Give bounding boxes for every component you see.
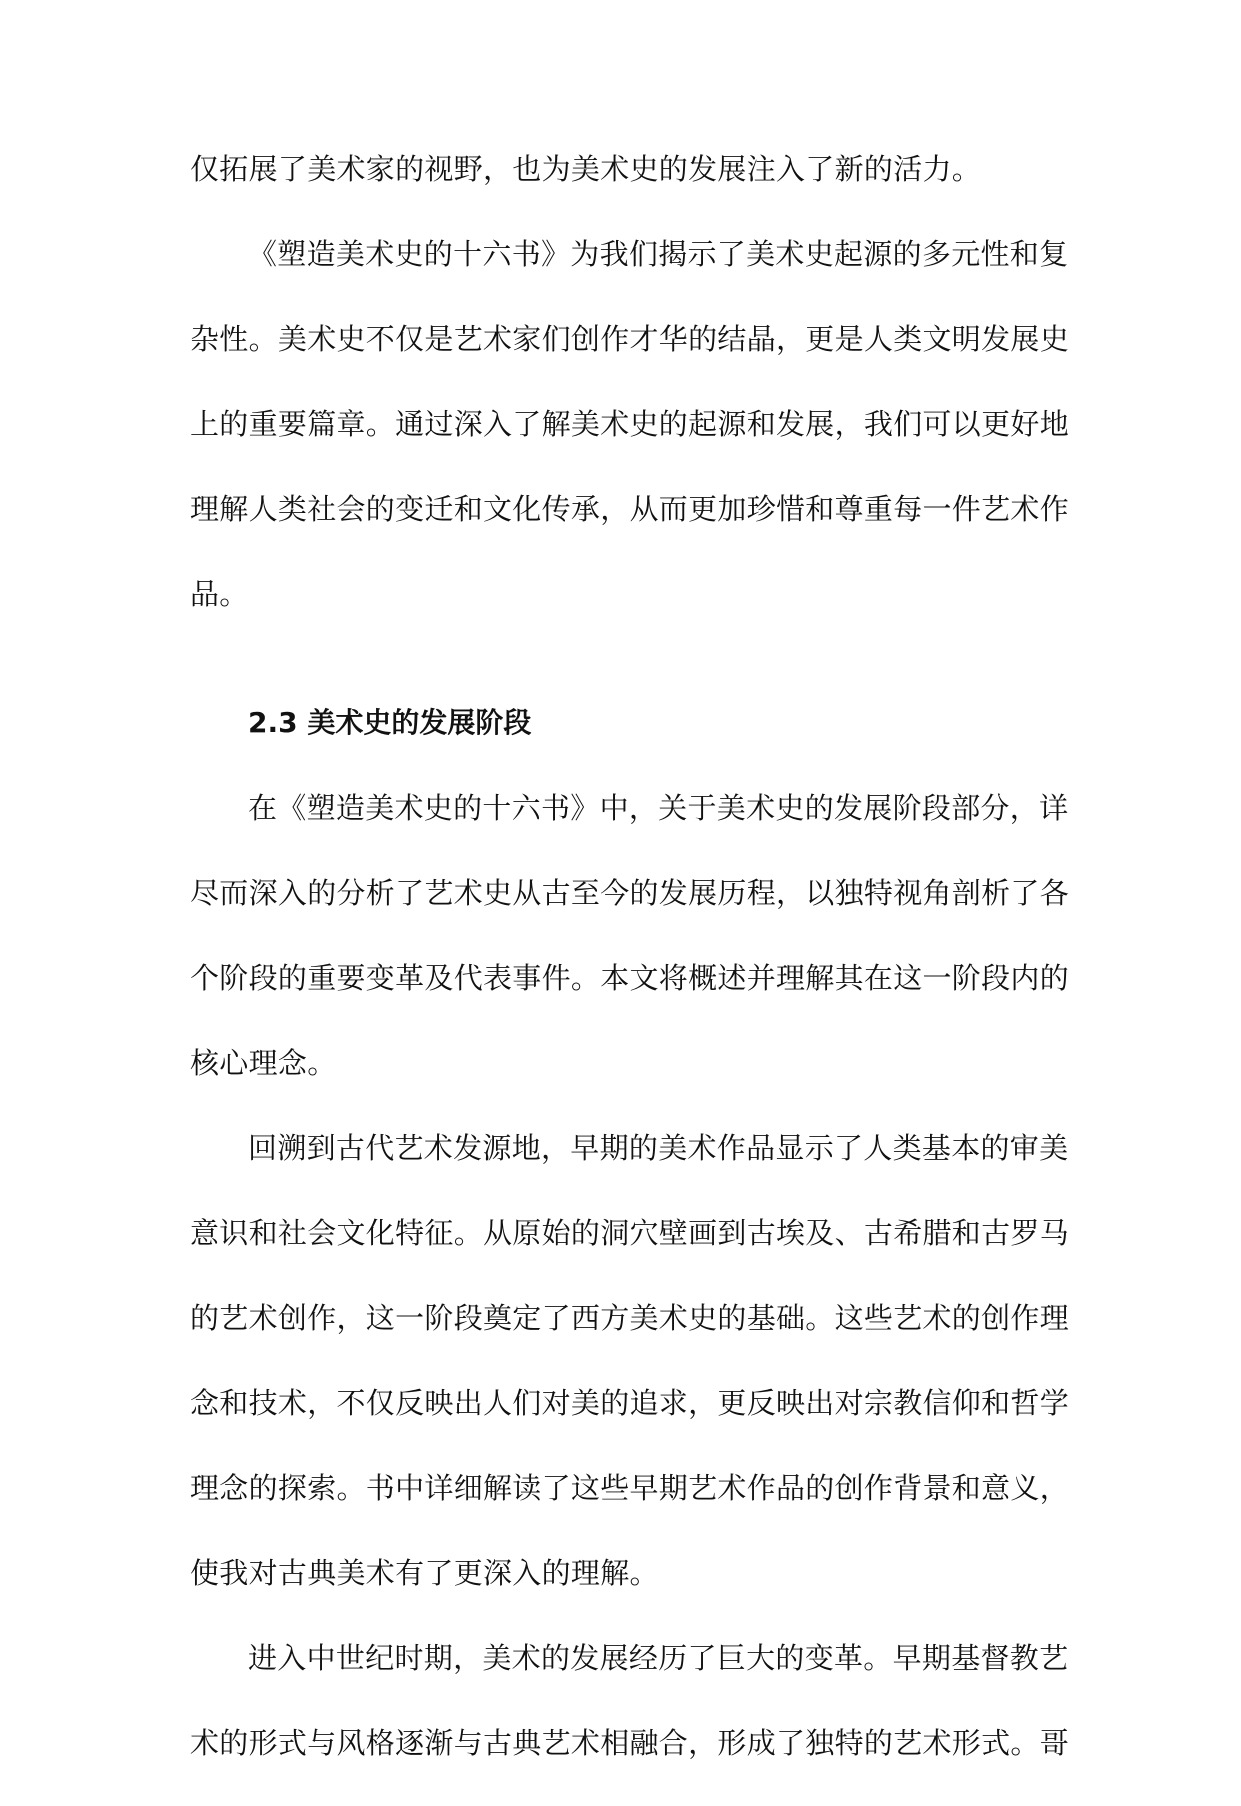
- document-body: [190, 147, 1070, 1806]
- paragraph-line: 上的重要篇章。通过深入了解美术史的起源和发展，我们可以更好地: [190, 407, 1070, 441]
- paragraph: [190, 1126, 1070, 1636]
- section-heading: 2.3 美术史的发展阶段: [248, 706, 532, 739]
- paragraph-line: 术的形式与风格逐渐与古典艺术相融合，形成了独特的艺术形式。哥: [190, 1726, 1070, 1760]
- paragraph: [190, 147, 1058, 232]
- paragraph-line: 核心理念。: [190, 1046, 337, 1080]
- paragraph-line: 个阶段的重要变革及代表事件。本文将概述并理解其在这一阶段内的: [190, 961, 1070, 995]
- paragraph-line: 进入中世纪时期，美术的发展经历了巨大的变革。早期基督教艺: [248, 1641, 1069, 1675]
- paragraph: [190, 1636, 1070, 1806]
- paragraph-line: 在《塑造美术史的十六书》中，关于美术史的发展阶段部分，详: [248, 791, 1069, 825]
- paragraph-line: 使我对古典美术有了更深入的理解。: [190, 1556, 659, 1590]
- paragraph-line: 品。: [190, 577, 249, 611]
- paragraph-line: 仅拓展了美术家的视野，也为美术史的发展注入了新的活力。: [190, 152, 982, 186]
- paragraph-line: 理解人类社会的变迁和文化传承，从而更加珍惜和尊重每一件艺术作: [190, 492, 1070, 526]
- paragraph-line: 回溯到古代艺术发源地，早期的美术作品显示了人类基本的审美: [248, 1131, 1069, 1165]
- paragraph: [190, 232, 1070, 657]
- paragraph-line: 理念的探索。书中详细解读了这些早期艺术作品的创作背景和意义，: [190, 1471, 1070, 1505]
- paragraph-line: 尽而深入的分析了艺术史从古至今的发展历程，以独特视角剖析了各: [190, 876, 1070, 910]
- paragraph-line: 《塑造美术史的十六书》为我们揭示了美术史起源的多元性和复: [248, 237, 1069, 271]
- paragraph-line: 念和技术，不仅反映出人们对美的追求，更反映出对宗教信仰和哲学: [190, 1386, 1070, 1420]
- section-spacer: [190, 657, 1058, 701]
- paragraph-line: 杂性。美术史不仅是艺术家们创作才华的结晶，更是人类文明发展史: [190, 322, 1070, 356]
- paragraph-line: 的艺术创作，这一阶段奠定了西方美术史的基础。这些艺术的创作理: [190, 1301, 1070, 1335]
- paragraph-line: 意识和社会文化特征。从原始的洞穴壁画到古埃及、古希腊和古罗马: [190, 1216, 1070, 1250]
- paragraph: [190, 786, 1070, 1126]
